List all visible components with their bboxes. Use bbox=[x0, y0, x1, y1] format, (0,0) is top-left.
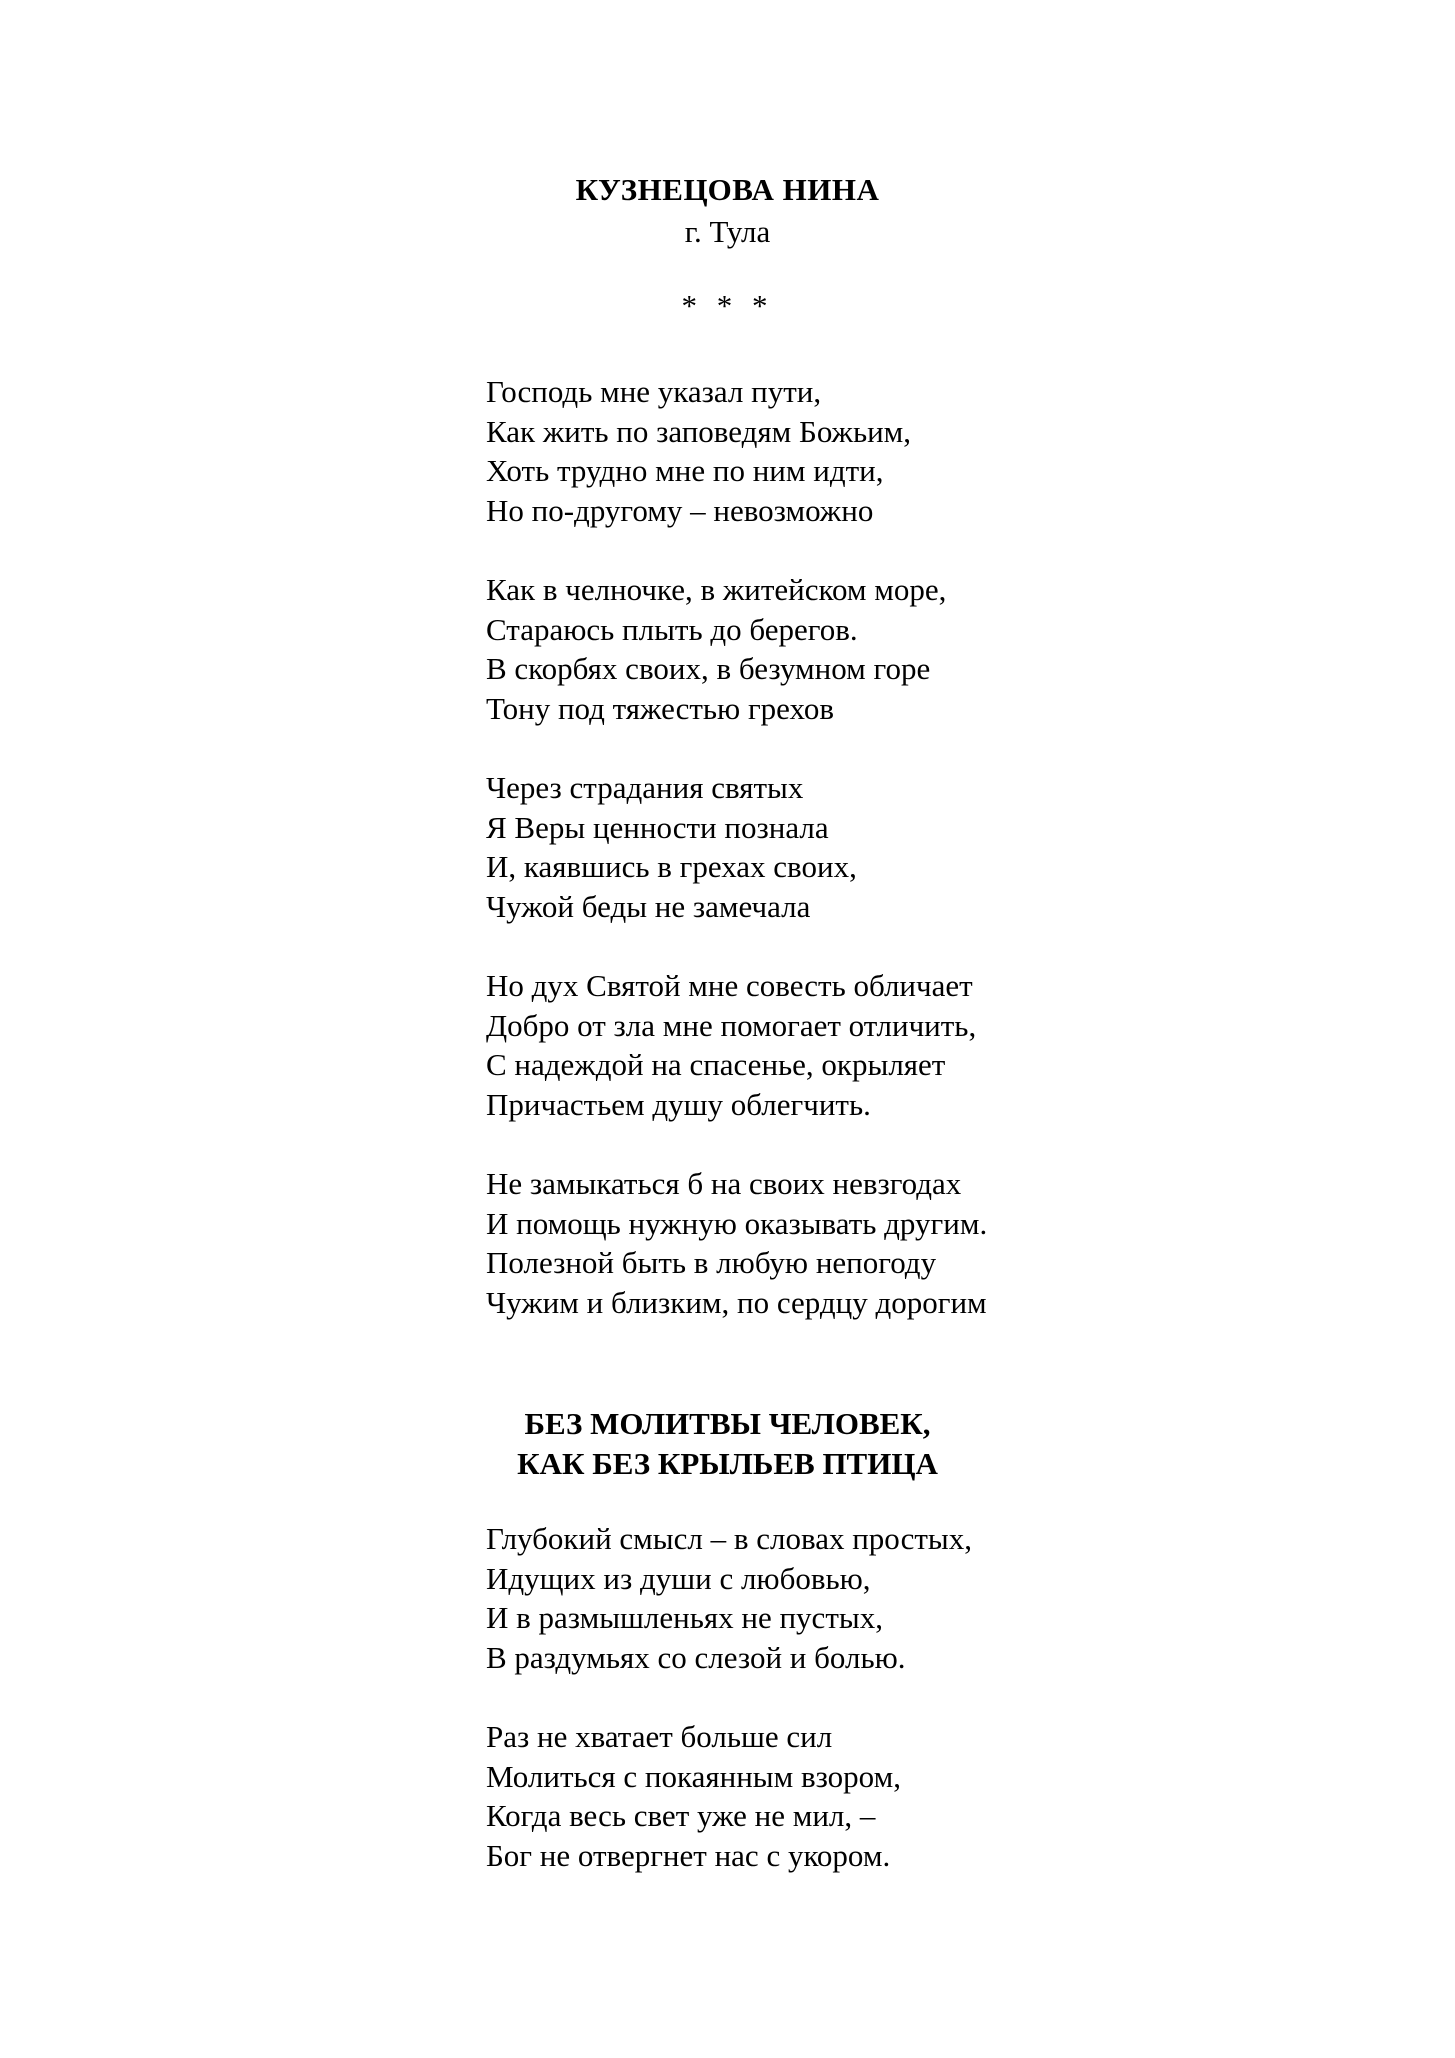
poem-line: И, каявшись в грехах своих, bbox=[486, 849, 857, 884]
poem-1-stanza bbox=[486, 768, 1406, 926]
poem-line: В раздумьях со слезой и болью. bbox=[486, 1639, 906, 1675]
poem-line: Идущих из души с любовью, bbox=[486, 1560, 871, 1596]
poem-line: Чужой беды не замечала bbox=[486, 888, 811, 924]
poem-line: Через страдания святых bbox=[486, 770, 804, 805]
poem-1-stanza bbox=[486, 966, 1406, 1124]
poem-line: Причастьем душу облегчить. bbox=[486, 1086, 871, 1122]
poem-line: С надеждой на спасенье, окрыляет bbox=[486, 1047, 946, 1082]
poem-line: Чужим и близким, по сердцу дорогим bbox=[486, 1284, 987, 1320]
poem-line: И в размышленьях не пустых, bbox=[486, 1600, 883, 1635]
author-name: КУЗНЕЦОВА НИНА bbox=[575, 172, 880, 207]
poem-line: Молиться с покаянным взором, bbox=[486, 1758, 901, 1794]
poem-2 bbox=[486, 1519, 1406, 1915]
poem-1 bbox=[486, 372, 1406, 1362]
poem-line: Добро от зла мне помогает отличить, bbox=[486, 1007, 977, 1043]
poem-2-title-line: БЕЗ МОЛИТВЫ ЧЕЛОВЕК, bbox=[524, 1406, 931, 1441]
poem-1-stanza bbox=[486, 1164, 1406, 1322]
poem-line: Тону под тяжестью грехов bbox=[486, 690, 834, 726]
poem-2-title bbox=[0, 1404, 1455, 1484]
poem-line: В скорбях своих, в безумном горе bbox=[486, 651, 931, 686]
poem-line: Господь мне указал пути, bbox=[486, 374, 822, 409]
poem-separator: * * * bbox=[681, 288, 774, 323]
poem-2-stanza bbox=[486, 1717, 1406, 1875]
poem-2-title-line: КАК БЕЗ КРЫЛЬЕВ ПТИЦА bbox=[517, 1446, 938, 1481]
poem-line: Когда весь свет уже не мил, – bbox=[486, 1798, 876, 1833]
poem-line: Хоть трудно мне по ним идти, bbox=[486, 453, 884, 488]
poem-1-stanza bbox=[486, 372, 1406, 530]
poem-line: И помощь нужную оказывать другим. bbox=[486, 1205, 988, 1241]
poem-line: Полезной быть в любую непогоду bbox=[486, 1245, 937, 1280]
author-city: г. Тула bbox=[684, 214, 771, 249]
poem-2-stanza bbox=[486, 1519, 1406, 1677]
poem-line: Как в челночке, в житейском море, bbox=[486, 572, 947, 607]
poem-line: Как жить по заповедям Божьим, bbox=[486, 413, 912, 449]
poem-line: Глубокий смысл – в словах простых, bbox=[486, 1521, 972, 1556]
poem-line: Бог не отвергнет нас с укором. bbox=[486, 1837, 891, 1873]
poem-line: Но по-другому – невозможно bbox=[486, 492, 874, 528]
poem-line: Не замыкаться б на своих невзгодах bbox=[486, 1166, 962, 1201]
poem-line: Но дух Святой мне совесть обличает bbox=[486, 968, 973, 1003]
poem-1-stanza bbox=[486, 570, 1406, 728]
poem-line: Я Веры ценности познала bbox=[486, 809, 829, 845]
poem-line: Раз не хватает больше сил bbox=[486, 1719, 833, 1754]
poem-line: Стараюсь плыть до берегов. bbox=[486, 611, 858, 647]
